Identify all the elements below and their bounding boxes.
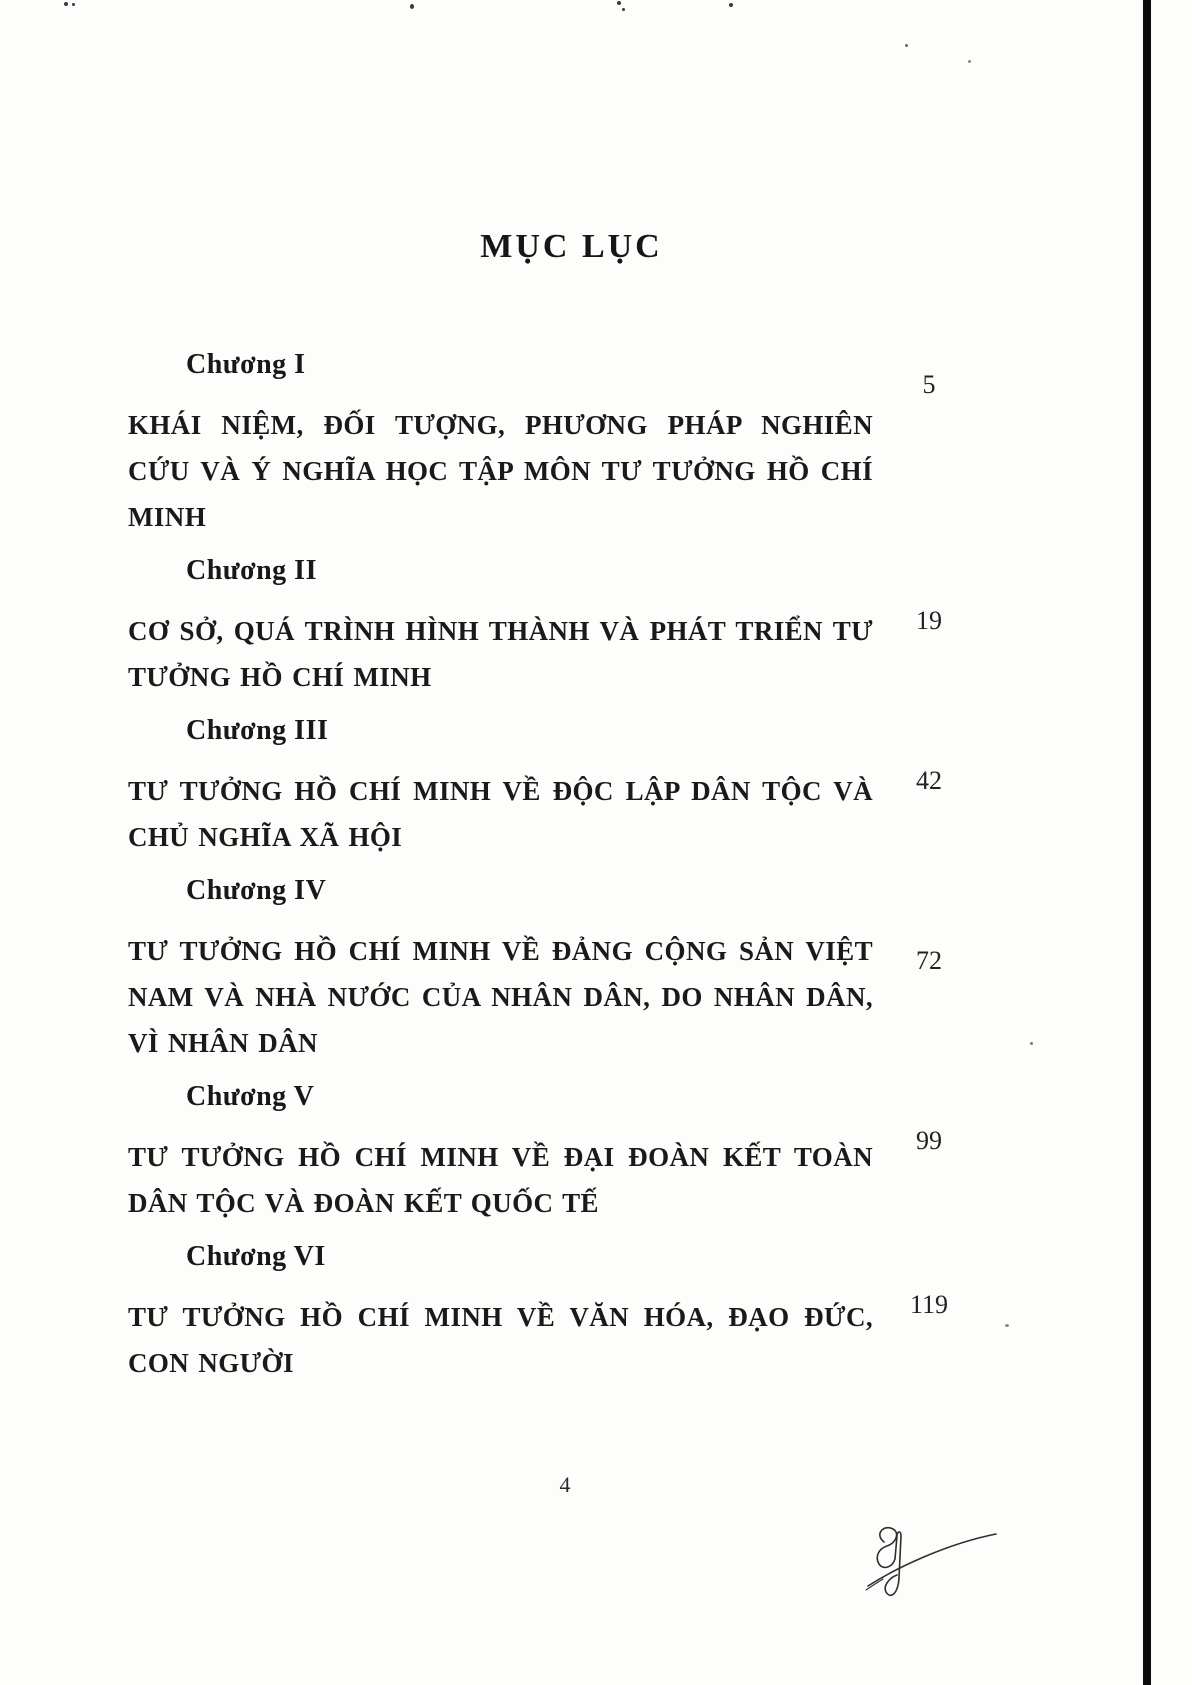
chapter-page-number: 72 <box>916 946 942 975</box>
scan-artifact <box>622 8 625 11</box>
toc-entry-chapter-3 <box>128 714 960 860</box>
page-title: MỤC LỤC <box>480 228 663 265</box>
toc-entry-chapter-5 <box>128 1080 960 1226</box>
footer-page-number: 4 <box>559 1472 571 1497</box>
chapter-title: TƯ TƯỞNG HỒ CHÍ MINH VỀ ĐẢNG CỘNG SẢN VIỆT NAM VÀ NHÀ NƯỚC CỦA NHÂN DÂN, DO NHÂN DÂN, VÌ NHÂN DÂN <box>128 936 873 1058</box>
chapter-label: Chương III <box>186 715 329 746</box>
chapter-label: Chương I <box>186 349 306 380</box>
chapter-title: CƠ SỞ, QUÁ TRÌNH HÌNH THÀNH VÀ PHÁT TRIỂN TƯ TƯỞNG HỒ CHÍ MINH <box>128 616 873 692</box>
chapter-page-number: 42 <box>916 766 942 795</box>
chapter-page-number: 119 <box>909 1290 949 1319</box>
handwritten-signature-mark <box>862 1516 1002 1620</box>
chapter-page-number: 99 <box>916 1126 942 1155</box>
scan-artifact <box>968 60 971 63</box>
chapter-page-number: 19 <box>916 606 942 635</box>
toc-entry-chapter-1 <box>128 348 960 540</box>
scan-artifact <box>72 3 75 6</box>
chapter-label: Chương VI <box>186 1241 326 1272</box>
scan-artifact <box>1005 1324 1009 1327</box>
chapter-label: Chương II <box>186 555 317 586</box>
scan-artifact <box>617 1 621 5</box>
chapter-title: TƯ TƯỞNG HỒ CHÍ MINH VỀ ĐỘC LẬP DÂN TỘC VÀ CHỦ NGHĨA XÃ HỘI <box>128 776 873 852</box>
table-of-contents <box>128 348 960 1400</box>
toc-entry-chapter-6 <box>128 1240 960 1386</box>
toc-entry-chapter-4 <box>128 874 960 1066</box>
toc-entry-chapter-2 <box>128 554 960 700</box>
chapter-label: Chương IV <box>186 875 327 906</box>
chapter-label: Chương V <box>186 1081 315 1112</box>
scan-artifact <box>1030 1042 1033 1045</box>
scan-edge-bar <box>1143 0 1151 1685</box>
chapter-title: TƯ TƯỞNG HỒ CHÍ MINH VỀ ĐẠI ĐOÀN KẾT TOÀN DÂN TỘC VÀ ĐOÀN KẾT QUỐC TẾ <box>128 1142 873 1218</box>
chapter-title: KHÁI NIỆM, ĐỐI TƯỢNG, PHƯƠNG PHÁP NGHIÊN CỨU VÀ Ý NGHĨA HỌC TẬP MÔN TƯ TƯỞNG HỒ CHÍ MINH <box>128 410 873 532</box>
scan-artifact <box>410 4 414 9</box>
chapter-page-number: 5 <box>922 370 936 399</box>
chapter-title: TƯ TƯỞNG HỒ CHÍ MINH VỀ VĂN HÓA, ĐẠO ĐỨC, CON NGƯỜI <box>128 1302 873 1378</box>
scan-artifact <box>64 2 68 6</box>
scan-artifact <box>905 44 908 47</box>
scan-artifact <box>729 3 733 7</box>
